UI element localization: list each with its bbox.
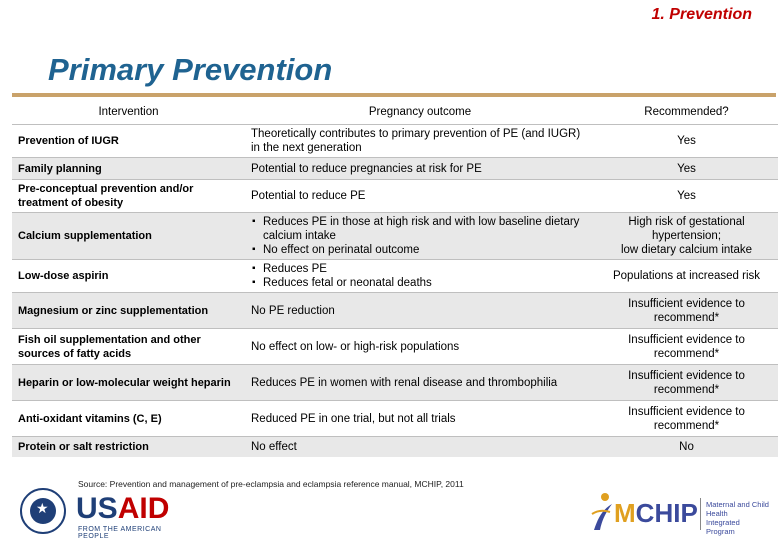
outcome-cell: No PE reduction [245,293,595,329]
outcome-cell: No effect on low- or high-risk populations [245,329,595,365]
usaid-tagline: FROM THE AMERICAN PEOPLE [78,526,162,540]
recommended-cell [595,260,778,293]
table-row [12,437,778,457]
outcome-bullet: ▪ Reduces PE [263,262,589,276]
table-row [12,125,778,158]
mchip-wordmark: MCHIP [614,498,698,528]
outcome-cell: Reduced PE in one trial, but not all trials [245,401,595,437]
recommended-line: High risk of gestational hypertension; [628,216,745,242]
recommended-line: Yes [677,135,696,147]
recommended-cell [595,125,778,158]
column-header-outcome: Pregnancy outcome [245,100,595,125]
recommended-cell [595,213,778,260]
recommended-cell [595,365,778,401]
table-row [12,213,778,260]
recommended-line: Insufficient evidence to recommend* [628,297,745,324]
section-label: 1. Prevention [651,6,752,23]
recommended-cell [595,401,778,437]
intervention-cell: Family planning [12,158,245,180]
outcome-bullet-list [251,215,589,257]
recommended-line: Insufficient evidence to recommend* [628,333,745,360]
outcome-cell [245,213,595,260]
mchip-figure-icon [590,492,616,532]
intervention-cell: Heparin or low-molecular weight heparin [12,365,245,401]
intervention-cell: Prevention of IUGR [12,125,245,158]
recommended-line: Insufficient evidence to recommend* [628,405,745,432]
column-header-intervention: Intervention [12,100,245,125]
recommended-line: No [679,440,694,453]
recommended-cell [595,293,778,329]
outcome-bullet: ▪ No effect on perinatal outcome [263,243,589,257]
table-header-row [12,100,778,125]
outcome-cell: Reduces PE in women with renal disease and thrombophilia [245,365,595,401]
intervention-cell: Magnesium or zinc supplementation [12,293,245,329]
outcome-bullet-list [251,262,589,290]
outcome-bullet: ▪ Reduces PE in those at high risk and with low baseline dietary calcium intake [263,215,589,243]
outcome-cell: No effect [245,437,595,457]
page-title: Primary Prevention [48,52,333,87]
intervention-cell: Fish oil supplementation and other sources of fatty acids [12,329,245,365]
intervention-cell: Anti-oxidant vitamins (C, E) [12,401,245,437]
mchip-tagline: Maternal and Child Health Integrated Program [706,500,769,536]
recommended-cell [595,329,778,365]
intervention-cell: Pre-conceptual prevention and/or treatment of obesity [12,180,245,213]
outcome-cell: Potential to reduce pregnancies at risk for PE [245,158,595,180]
table-body [12,125,778,457]
table-row [12,329,778,365]
usaid-seal-icon: ★ [20,488,66,534]
intervention-cell: Protein or salt restriction [12,437,245,457]
column-header-recommended: Recommended? [595,100,778,125]
table-row [12,260,778,293]
outcome-bullet: ▪ Reduces fetal or neonatal deaths [263,276,589,290]
table-row [12,180,778,213]
recommended-line: low dietary calcium intake [620,244,753,256]
outcome-cell [245,260,595,293]
recommended-cell [595,437,778,457]
source-citation: Source: Prevention and management of pre-eclampsia and eclampsia reference manual, MCHIP, 2011 [78,479,464,489]
title-rule [12,93,776,97]
outcome-cell: Theoretically contributes to primary prevention of PE (and IUGR) in the next generation [245,125,595,158]
recommended-cell [595,158,778,180]
usaid-logo [20,488,190,540]
table-row [12,401,778,437]
prevention-table [12,100,778,457]
usaid-wordmark: USAID [76,492,170,525]
recommended-line: Populations at increased risk [612,270,761,282]
table-row [12,158,778,180]
intervention-cell: Calcium supplementation [12,213,245,260]
recommended-line: Yes [677,190,696,202]
table-row [12,293,778,329]
recommended-line: Insufficient evidence to recommend* [628,369,745,396]
table-row [12,365,778,401]
intervention-cell: Low-dose aspirin [12,260,245,293]
recommended-line: Yes [677,162,696,175]
mchip-divider [700,498,701,530]
outcome-cell: Potential to reduce PE [245,180,595,213]
recommended-cell [595,180,778,213]
mchip-logo [590,490,770,536]
